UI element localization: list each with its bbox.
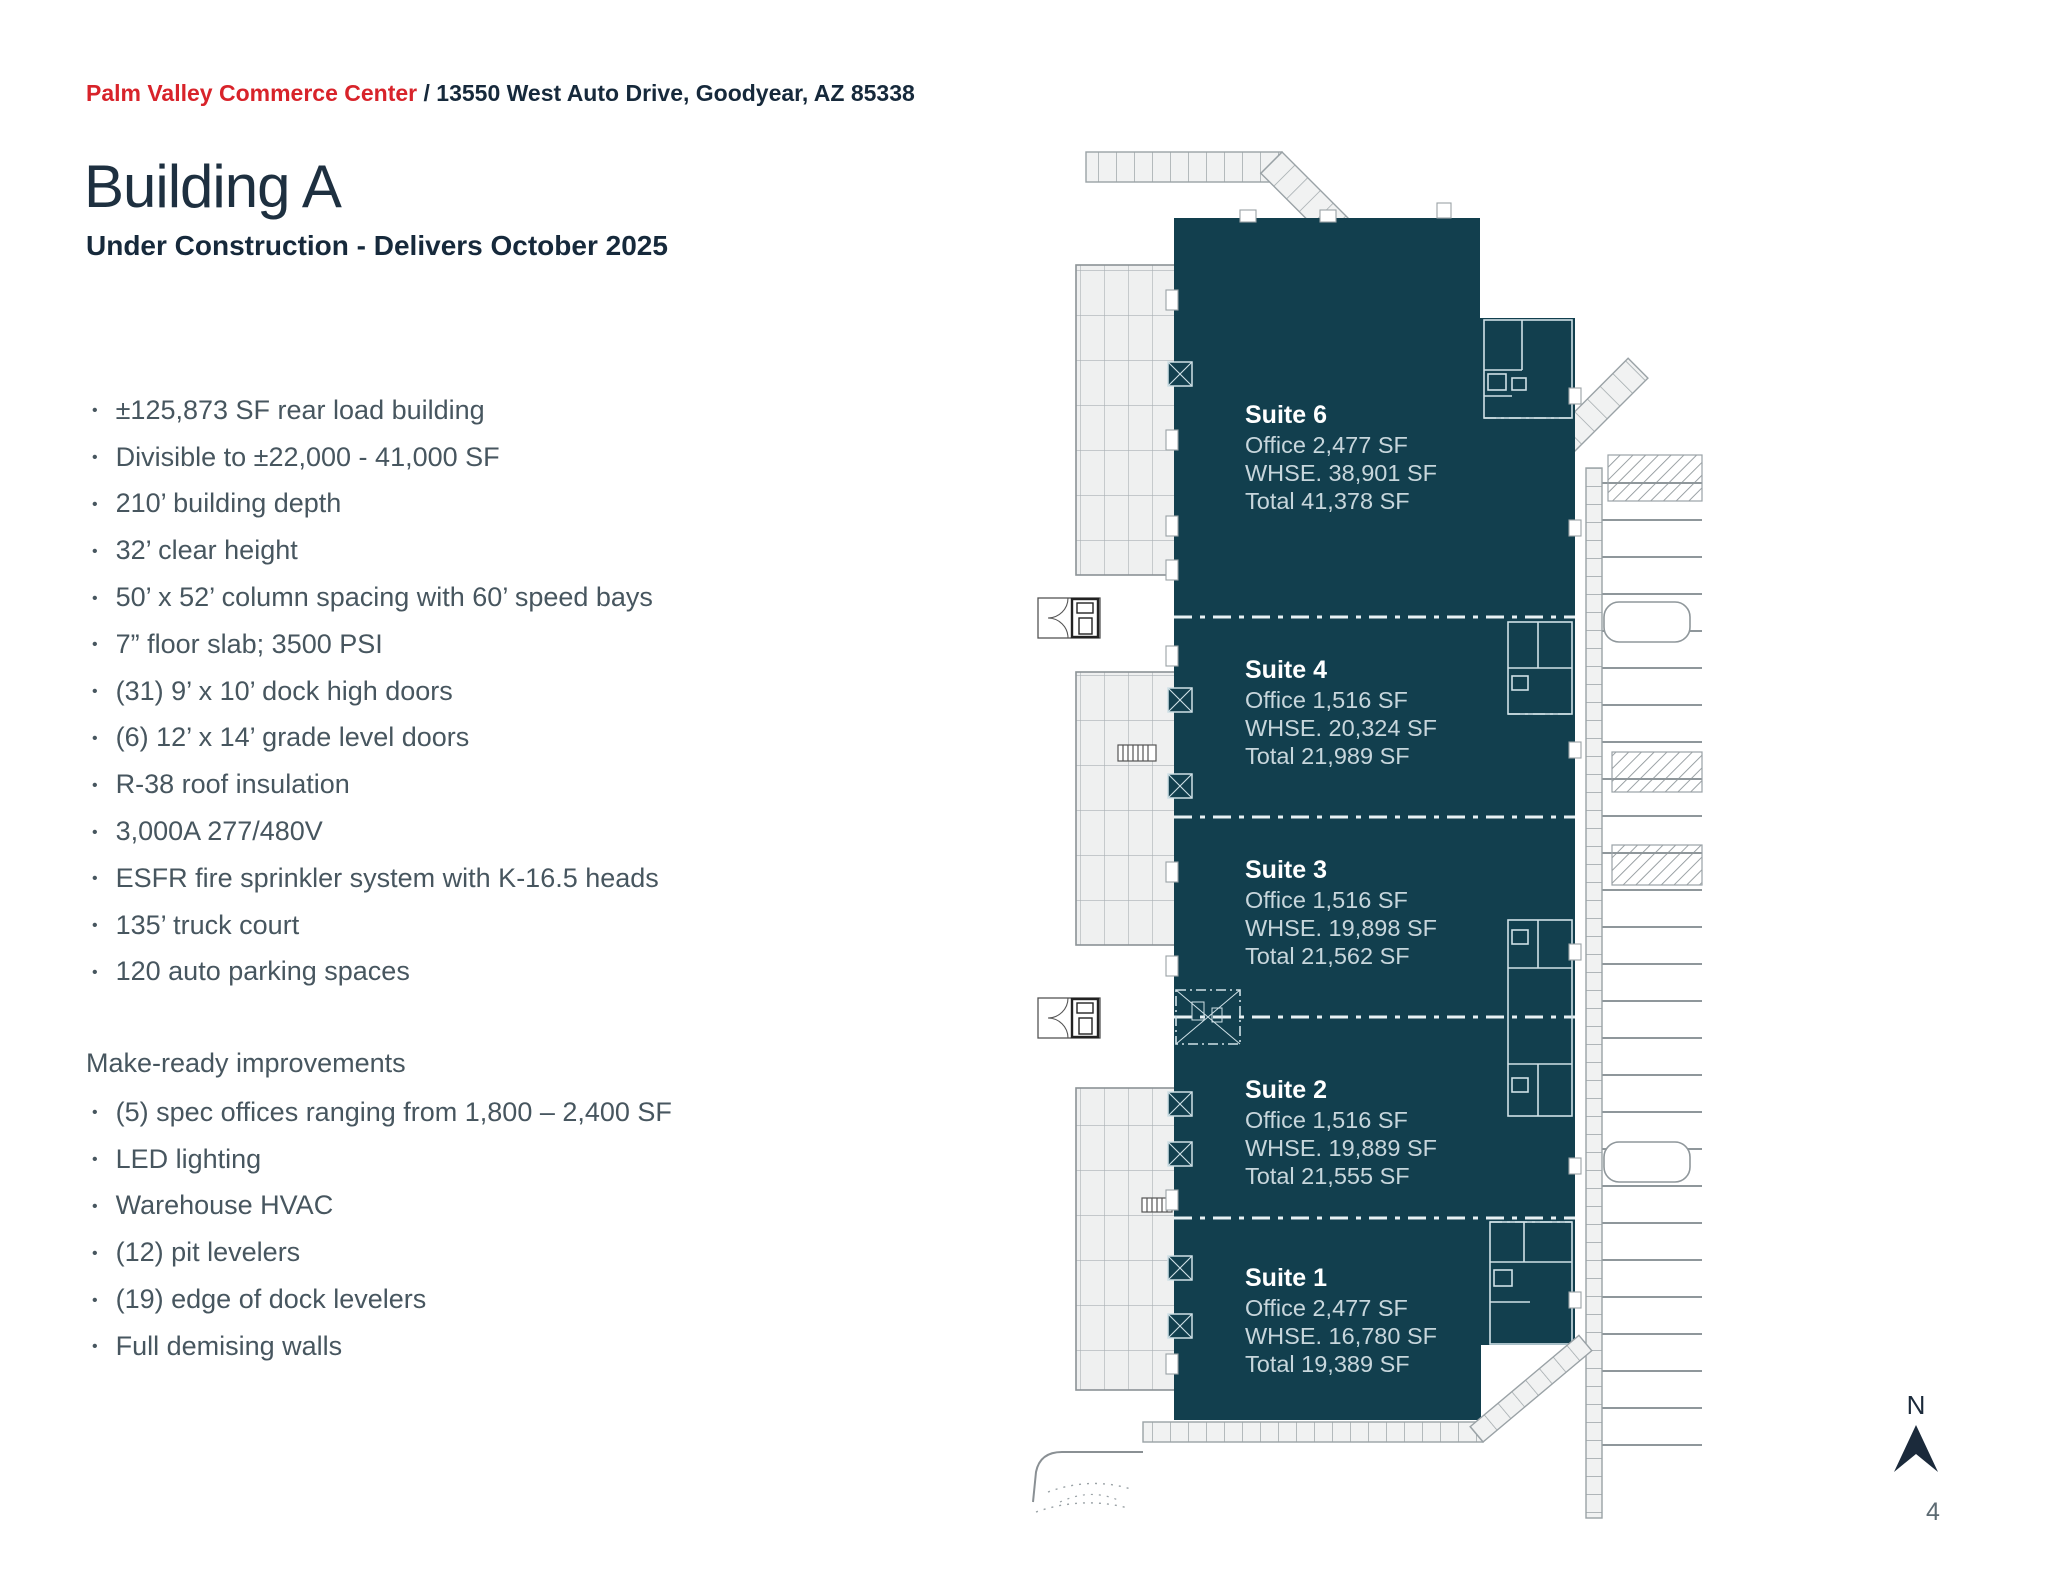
- make-ready-text: • (12) pit levelers: [115, 1237, 301, 1268]
- suite-total-sf: Total 41,378 SF: [1245, 488, 1410, 514]
- suite-whse-sf: WHSE. 38,901 SF: [1245, 460, 1437, 486]
- suite-name: Suite 6: [1245, 401, 1327, 429]
- header-separator: /: [417, 80, 437, 106]
- suite-name: Suite 1: [1245, 1264, 1327, 1292]
- suite-office-sf: Office 1,516 SF: [1245, 687, 1408, 713]
- make-ready-text: • LED lighting: [115, 1143, 262, 1174]
- spec-text: • (31) 9’ x 10’ dock high doors: [115, 675, 453, 706]
- suite-whse-sf: WHSE. 16,780 SF: [1245, 1323, 1437, 1349]
- east-sidewalk: [1586, 468, 1602, 1518]
- make-ready-text: • (5) spec offices ranging from 1,800 – 2,400 SF: [115, 1096, 672, 1127]
- west-trailer-parking: [1076, 265, 1176, 1390]
- suite-whse-sf: WHSE. 20,324 SF: [1245, 715, 1437, 741]
- spec-text: • 50’ x 52’ column spacing with 60’ speed bays: [115, 582, 653, 613]
- spec-text: • 210’ building depth: [115, 488, 342, 519]
- building-a-footprint: [1174, 218, 1575, 1420]
- suite-whse-sf: WHSE. 19,898 SF: [1245, 915, 1437, 941]
- suite-3-label: [1245, 855, 1505, 970]
- suite-1-label: [1245, 1263, 1505, 1378]
- suite-name: Suite 3: [1245, 856, 1327, 884]
- spec-text: • 7” floor slab; 3500 PSI: [115, 628, 383, 659]
- make-ready-text: • (19) edge of dock levelers: [115, 1284, 427, 1315]
- north-indicator: [1893, 1390, 1939, 1473]
- suite-office-sf: Office 2,477 SF: [1245, 1295, 1408, 1321]
- construction-status: Under Construction - Delivers October 2025: [86, 230, 668, 261]
- suite-total-sf: Total 21,562 SF: [1245, 943, 1410, 969]
- make-ready-heading: Make-ready improvements: [86, 1048, 406, 1078]
- make-ready-text: • Warehouse HVAC: [115, 1190, 334, 1221]
- page-number: 4: [1926, 1498, 1940, 1526]
- suite-6-label: [1245, 400, 1505, 515]
- north-arrow-icon: [1893, 1423, 1939, 1473]
- suite-2-label: [1245, 1075, 1505, 1190]
- page-title: Building A: [84, 153, 341, 220]
- project-name: Palm Valley Commerce Center: [86, 80, 418, 106]
- spec-text: • (6) 12’ x 14’ grade level doors: [115, 722, 470, 753]
- spec-text: • ±125,873 SF rear load building: [115, 394, 485, 425]
- suite-whse-sf: WHSE. 19,889 SF: [1245, 1135, 1437, 1161]
- make-ready-text: • Full demising walls: [115, 1330, 343, 1361]
- suite-name: Suite 2: [1245, 1076, 1327, 1104]
- suite-office-sf: Office 1,516 SF: [1245, 887, 1408, 913]
- spec-text: • 135’ truck court: [115, 909, 300, 940]
- property-address: 13550 West Auto Drive, Goodyear, AZ 85338: [436, 80, 915, 106]
- spec-text: • ESFR fire sprinkler system with K-16.5 heads: [115, 862, 659, 893]
- spec-text: • 3,000A 277/480V: [115, 816, 323, 847]
- suite-name: Suite 4: [1245, 656, 1327, 684]
- suite-office-sf: Office 1,516 SF: [1245, 1107, 1408, 1133]
- spec-text: • 120 auto parking spaces: [115, 956, 410, 987]
- suite-total-sf: Total 21,989 SF: [1245, 743, 1410, 769]
- north-label: N: [1906, 1390, 1926, 1420]
- suite-total-sf: Total 21,555 SF: [1245, 1163, 1410, 1189]
- spec-text: • 32’ clear height: [115, 535, 298, 566]
- east-parking: [1586, 455, 1702, 1518]
- spec-text: • Divisible to ±22,000 - 41,000 SF: [115, 441, 500, 472]
- suite-office-sf: Office 2,477 SF: [1245, 432, 1408, 458]
- suite-total-sf: Total 19,389 SF: [1245, 1351, 1410, 1377]
- spec-text: • R-38 roof insulation: [115, 769, 350, 800]
- suite-4-label: [1245, 655, 1505, 770]
